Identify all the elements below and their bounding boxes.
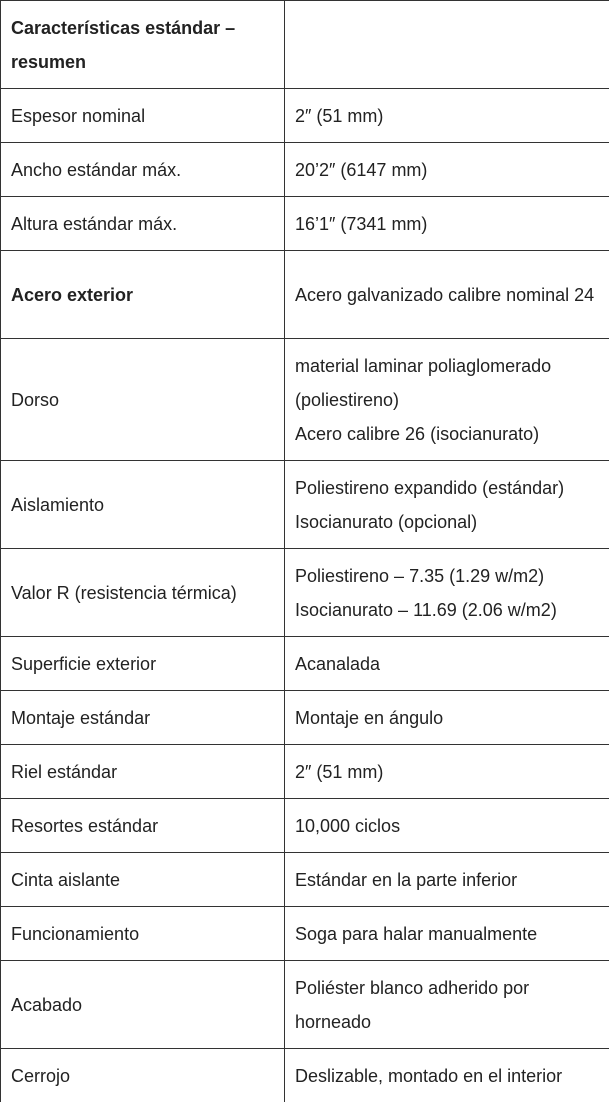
row-label: Funcionamiento — [1, 907, 285, 961]
row-value: Acanalada — [285, 637, 609, 691]
table-row — [1, 339, 609, 461]
row-label: Espesor nominal — [1, 89, 285, 143]
row-value: Acero galvanizado calibre nominal 24 — [285, 251, 609, 339]
table-row — [1, 1049, 609, 1103]
row-value: 10,000 ciclos — [285, 799, 609, 853]
table-row — [1, 853, 609, 907]
table-row — [1, 691, 609, 745]
row-value: 2″ (51 mm) — [285, 89, 609, 143]
table-header-label: Características estándar – resumen — [1, 1, 285, 89]
row-label: Montaje estándar — [1, 691, 285, 745]
row-value: Poliestireno expandido (estándar) Isocianurato (opcional) — [285, 461, 609, 549]
row-value: Deslizable, montado en el interior — [285, 1049, 609, 1103]
row-label: Aislamiento — [1, 461, 285, 549]
row-value: 16’1″ (7341 mm) — [285, 197, 609, 251]
row-label: Acero exterior — [1, 251, 285, 339]
table-row — [1, 907, 609, 961]
row-value: Poliéster blanco adherido por horneado — [285, 961, 609, 1049]
table-row — [1, 961, 609, 1049]
table-row — [1, 549, 609, 637]
row-value: 2″ (51 mm) — [285, 745, 609, 799]
row-label: Cerrojo — [1, 1049, 285, 1103]
row-value: Poliestireno – 7.35 (1.29 w/m2) Isocianurato – 11.69 (2.06 w/m2) — [285, 549, 609, 637]
table-row — [1, 745, 609, 799]
row-label: Acabado — [1, 961, 285, 1049]
row-label: Superficie exterior — [1, 637, 285, 691]
table-row — [1, 89, 609, 143]
table-row — [1, 637, 609, 691]
row-label: Resortes estándar — [1, 799, 285, 853]
row-value: Estándar en la parte inferior — [285, 853, 609, 907]
row-label: Valor R (resistencia térmica) — [1, 549, 285, 637]
table-header-value — [285, 1, 609, 89]
table-header-row — [1, 1, 609, 89]
row-value: Soga para halar manualmente — [285, 907, 609, 961]
table-row — [1, 251, 609, 339]
table-row — [1, 461, 609, 549]
table-row — [1, 143, 609, 197]
row-value: Montaje en ángulo — [285, 691, 609, 745]
row-label: Dorso — [1, 339, 285, 461]
row-label: Cinta aislante — [1, 853, 285, 907]
row-value: material laminar poliaglomerado (poliestireno) Acero calibre 26 (isocianurato) — [285, 339, 609, 461]
row-value: 20’2″ (6147 mm) — [285, 143, 609, 197]
table-row — [1, 799, 609, 853]
row-label: Altura estándar máx. — [1, 197, 285, 251]
row-label: Ancho estándar máx. — [1, 143, 285, 197]
table-row — [1, 197, 609, 251]
row-label: Riel estándar — [1, 745, 285, 799]
